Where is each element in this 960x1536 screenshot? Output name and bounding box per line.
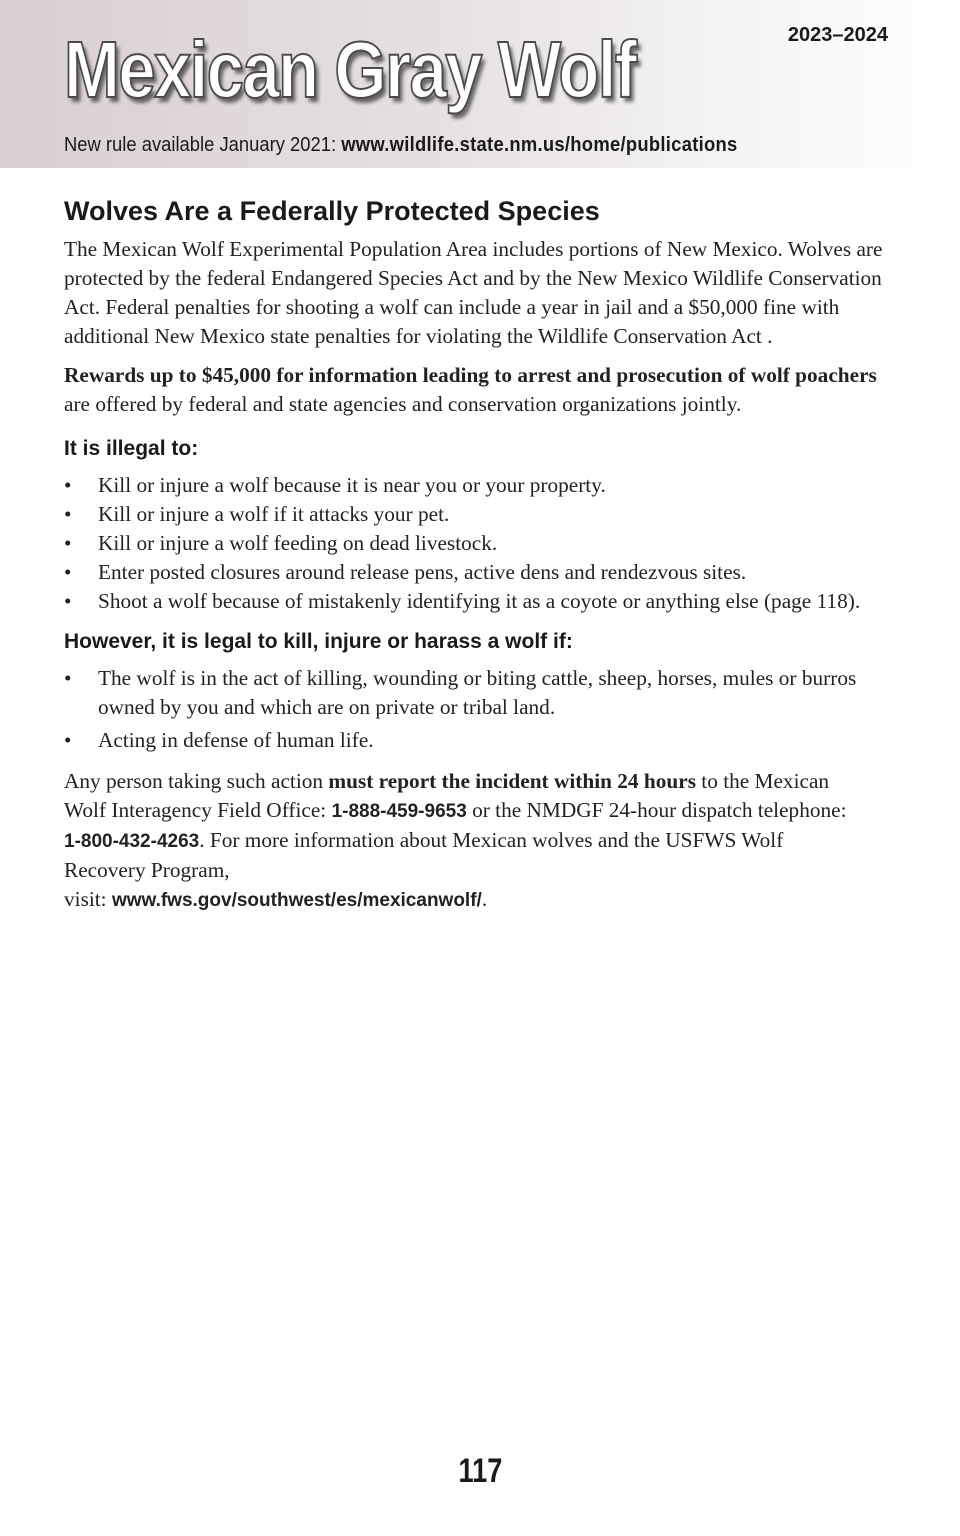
- rewards-rest: are offered by federal and state agencies and conservation organizations jointly.: [64, 392, 742, 416]
- header-banner: [0, 0, 960, 168]
- rewards-paragraph: [64, 361, 904, 419]
- section-heading: Wolves Are a Federally Protected Species: [64, 196, 600, 226]
- main-content: [64, 196, 904, 925]
- list-item: • Acting in defense of human life.: [64, 726, 904, 755]
- list-item: • Kill or injure a wolf if it attacks your pet.: [64, 500, 904, 529]
- report-text-6: .: [481, 887, 488, 911]
- report-bold: must report the incident within 24 hours: [328, 769, 696, 793]
- page-number: [0, 1452, 960, 1491]
- report-text-5: visit:: [64, 887, 112, 911]
- list-item: • Kill or injure a wolf feeding on dead livestock.: [64, 529, 904, 558]
- illegal-list: [64, 471, 904, 616]
- field-office-phone[interactable]: 1-888-459-9653: [331, 801, 467, 822]
- list-item: • Shoot a wolf because of mistakenly identifying it as a coyote or anything else (page 118).: [64, 587, 904, 616]
- publications-link[interactable]: www.wildlife.state.nm.us/home/publications: [341, 134, 738, 156]
- page-number-text: 117: [458, 1452, 502, 1490]
- legal-heading: However, it is legal to kill, injure or harass a wolf if:: [64, 630, 573, 653]
- list-item: • Kill or injure a wolf because it is near you or your property.: [64, 471, 904, 500]
- year-label: 2023–2024: [787, 24, 888, 46]
- list-item: • The wolf is in the act of killing, wounding or biting cattle, sheep, horses, mules or burros owned by you and which are on private or tribal land.: [64, 664, 904, 722]
- report-text-4: . For more information about Mexican wolves and the USFWS Wolf Recovery Program,: [64, 828, 784, 882]
- report-text-2: to the Mexican Wolf Interagency Field Office:: [64, 769, 830, 822]
- subtitle-prefix: New rule available January 2021:: [64, 134, 342, 156]
- list-item: • Enter posted closures around release pens, active dens and rendezvous sites.: [64, 558, 904, 587]
- dispatch-phone[interactable]: 1-800-432-4263: [64, 831, 200, 852]
- illegal-heading: It is illegal to:: [64, 437, 199, 460]
- fws-link[interactable]: www.fws.gov/southwest/es/mexicanwolf/: [111, 890, 482, 911]
- protection-paragraph: The Mexican Wolf Experimental Population Area includes portions of New Mexico. Wolves are protected by the federal Endangered Species Act and by the New Mexico Wildlife Conservation Act. Federal penalties for shooting a wolf can include a year in jail and a $50,000 fine with additional New Mexico state penalties for violating the Wildlife Conservation Act .: [64, 237, 883, 348]
- rewards-bold: Rewards up to $45,000 for information leading to arrest and prosecution of wolf poachers: [64, 363, 877, 387]
- subtitle: [64, 134, 738, 157]
- legal-list: [64, 664, 904, 755]
- report-text-3: or the NMDGF 24-hour dispatch telephone:: [466, 798, 847, 822]
- page-title: Mexican Gray Wolf: [64, 25, 636, 114]
- report-text-1: Any person taking such action: [64, 769, 329, 793]
- report-paragraph: [64, 767, 864, 915]
